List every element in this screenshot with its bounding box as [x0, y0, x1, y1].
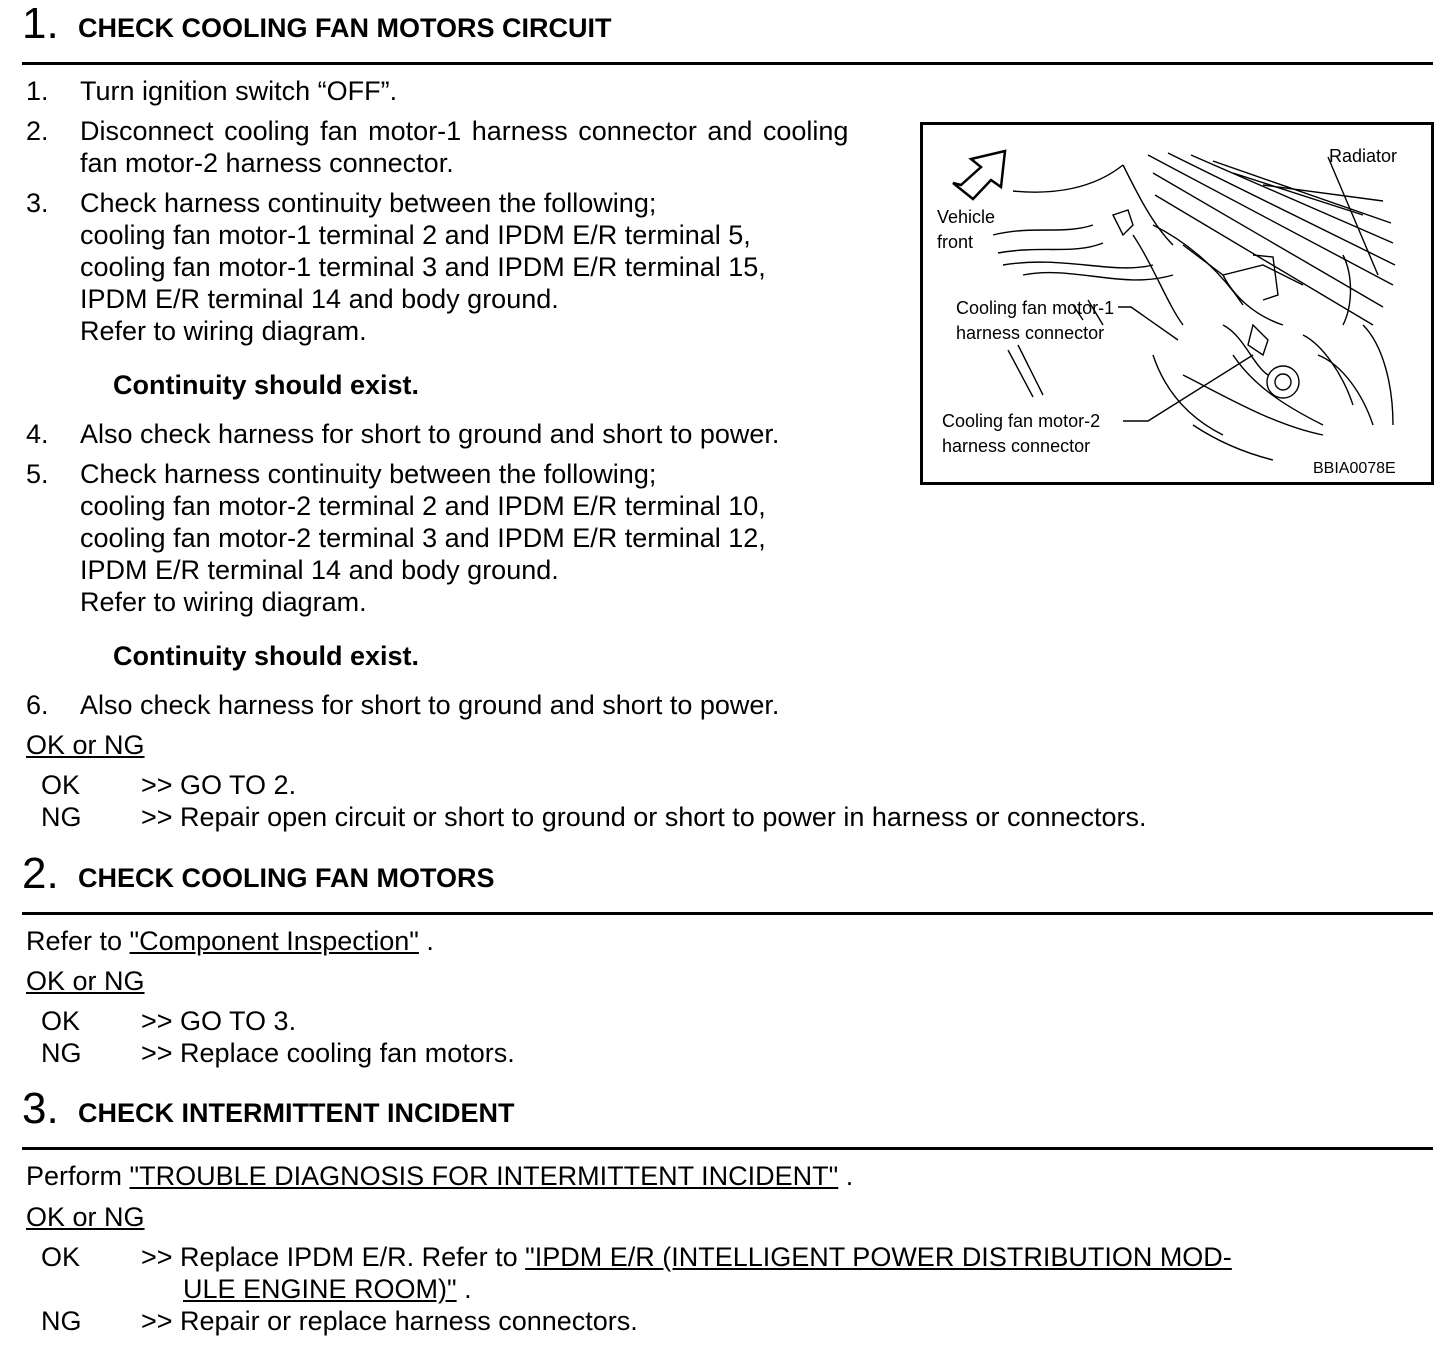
vehicle-front-label: front — [937, 232, 974, 252]
item-number: 2. — [26, 116, 49, 146]
item-line: IPDM E/R terminal 14 and body ground. — [80, 284, 559, 314]
intermittent-incident-link[interactable]: "TROUBLE DIAGNOSIS FOR INTERMITTENT INCIDENT" — [129, 1161, 839, 1191]
ok-action-suffix: . — [456, 1274, 472, 1304]
perform-prefix: Perform — [26, 1161, 130, 1191]
ok-label: OK — [41, 1006, 81, 1036]
item-line: Check harness continuity between the following; — [80, 188, 657, 218]
step-number: 1. — [22, 0, 59, 48]
item-line: IPDM E/R terminal 14 and body ground. — [80, 555, 559, 585]
ok-or-ng-label: OK or NG — [26, 966, 145, 996]
step-1-header — [22, 0, 1433, 65]
ok-action-continued — [183, 1273, 472, 1305]
fan-motor-1-connector-label: Cooling fan motor-1 — [956, 298, 1115, 318]
perform-suffix: . — [838, 1161, 854, 1191]
item-line: fan motor-2 harness connector. — [80, 148, 454, 178]
item-line: cooling fan motor-1 terminal 3 and IPDM E/R terminal 15, — [80, 252, 766, 282]
ng-label: NG — [41, 802, 82, 832]
ok-label: OK — [41, 770, 81, 800]
fan-motor-2-connector-label: harness connector — [942, 436, 1091, 456]
ng-label: NG — [41, 1306, 82, 1336]
item-line: Refer to wiring diagram. — [80, 587, 367, 617]
ok-action — [141, 1241, 1232, 1273]
refer-suffix: . — [418, 926, 434, 956]
spec-note: Continuity should exist. — [113, 370, 420, 400]
ng-label: NG — [41, 1038, 82, 1068]
radiator-connector-figure — [920, 122, 1434, 485]
ipdm-link[interactable]: ULE ENGINE ROOM)" — [183, 1274, 457, 1304]
item-line: cooling fan motor-2 terminal 3 and IPDM E/R terminal 12, — [80, 523, 766, 553]
vehicle-front-label: Vehicle — [937, 207, 996, 227]
ok-action: >> GO TO 2. — [141, 770, 297, 800]
ok-action: >> GO TO 3. — [141, 1006, 297, 1036]
item-line: Disconnect cooling fan motor-1 harness connector and cooling — [80, 116, 849, 146]
figure-code: BBIA0078E — [1313, 460, 1396, 477]
item-number: 6. — [26, 690, 49, 720]
item-line: Refer to wiring diagram. — [80, 316, 367, 346]
radiator-label: Radiator — [1329, 146, 1398, 166]
step-title: CHECK COOLING FAN MOTORS CIRCUIT — [78, 13, 612, 43]
item-line: Also check harness for short to ground and short to power. — [80, 419, 780, 449]
step-3-header — [22, 1085, 1433, 1150]
item-line: Also check harness for short to ground and short to power. — [80, 690, 780, 720]
component-inspection-link[interactable]: "Component Inspection" — [129, 926, 419, 956]
item-line: Turn ignition switch “OFF”. — [80, 76, 398, 106]
ng-action: >> Replace cooling fan motors. — [141, 1038, 515, 1068]
ng-action: >> Repair open circuit or short to ground or short to power in harness or connectors. — [141, 802, 1147, 832]
ok-label: OK — [41, 1242, 81, 1272]
item-line: Check harness continuity between the following; — [80, 459, 657, 489]
refer-line — [26, 925, 434, 957]
item-number: 5. — [26, 459, 49, 489]
fan-motor-2-connector-label: Cooling fan motor-2 — [942, 411, 1101, 431]
ok-action-prefix: >> Replace IPDM E/R. Refer to — [141, 1242, 526, 1272]
step-title: CHECK COOLING FAN MOTORS — [78, 863, 495, 893]
refer-prefix: Refer to — [26, 926, 130, 956]
ipdm-link[interactable]: "IPDM E/R (INTELLIGENT POWER DISTRIBUTION MOD- — [525, 1242, 1232, 1272]
step-2-header — [22, 850, 1433, 915]
item-number: 4. — [26, 419, 49, 449]
step-number: 2. — [22, 849, 59, 898]
spec-note: Continuity should exist. — [113, 641, 420, 671]
item-number: 3. — [26, 188, 49, 218]
step-number: 3. — [22, 1084, 59, 1133]
item-line: cooling fan motor-2 terminal 2 and IPDM E/R terminal 10, — [80, 491, 766, 521]
ng-action: >> Repair or replace harness connectors. — [141, 1306, 638, 1336]
ok-or-ng-label: OK or NG — [26, 730, 145, 760]
ok-or-ng-label: OK or NG — [26, 1202, 145, 1232]
step-title: CHECK INTERMITTENT INCIDENT — [78, 1098, 515, 1128]
fan-motor-1-connector-label: harness connector — [956, 323, 1105, 343]
item-line: cooling fan motor-1 terminal 2 and IPDM E/R terminal 5, — [80, 220, 751, 250]
item-number: 1. — [26, 76, 49, 106]
perform-line — [26, 1160, 853, 1192]
